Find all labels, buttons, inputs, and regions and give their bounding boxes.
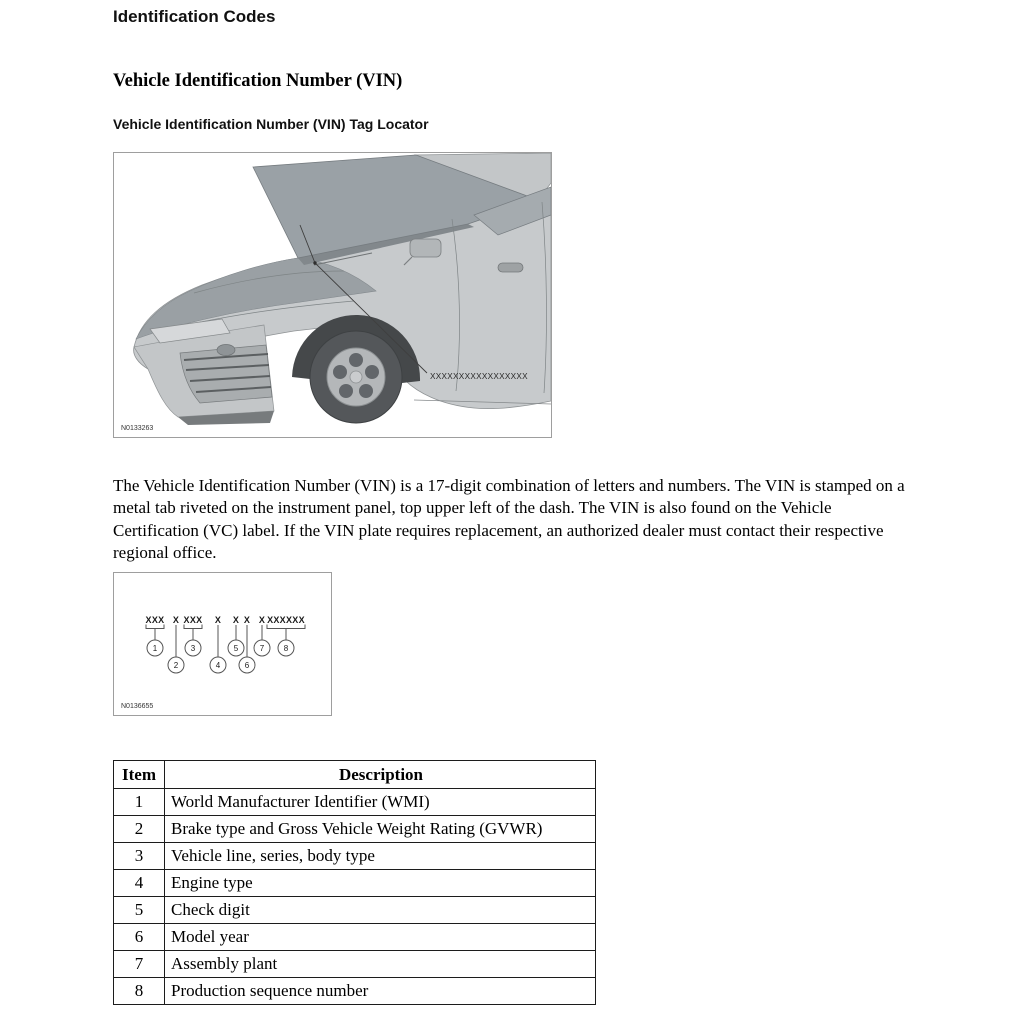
description-cell: Engine type bbox=[165, 870, 596, 897]
table-row bbox=[114, 951, 596, 978]
description-cell: World Manufacturer Identifier (WMI) bbox=[165, 789, 596, 816]
item-cell: 2 bbox=[114, 816, 165, 843]
table-row bbox=[114, 978, 596, 1005]
vin-location-dot bbox=[313, 261, 316, 264]
figure-id: N0133263 bbox=[121, 425, 154, 432]
item-cell: 8 bbox=[114, 978, 165, 1005]
side-mirror bbox=[410, 239, 441, 257]
table-row bbox=[114, 789, 596, 816]
vin-table-body bbox=[114, 789, 596, 1005]
vin-group-8 bbox=[267, 615, 305, 656]
item-cell: 4 bbox=[114, 870, 165, 897]
section-heading: Vehicle Identification Number (VIN) bbox=[113, 71, 403, 91]
table-row bbox=[114, 870, 596, 897]
description-cell: Assembly plant bbox=[165, 951, 596, 978]
description-cell: Check digit bbox=[165, 897, 596, 924]
svg-text:XXX: XXX bbox=[183, 615, 203, 625]
svg-text:3: 3 bbox=[190, 644, 196, 653]
item-cell: 6 bbox=[114, 924, 165, 951]
page-title: Identification Codes bbox=[113, 7, 276, 26]
vin-group-5 bbox=[228, 615, 244, 656]
vin-group-2 bbox=[168, 615, 184, 673]
description-cell: Model year bbox=[165, 924, 596, 951]
description-cell: Production sequence number bbox=[165, 978, 596, 1005]
svg-text:X: X bbox=[258, 615, 266, 625]
vin-tag-locator-figure bbox=[113, 152, 552, 438]
figure-caption: Vehicle Identification Number (VIN) Tag Locator bbox=[113, 116, 429, 132]
svg-text:XXX: XXX bbox=[145, 615, 165, 625]
bracket bbox=[267, 625, 305, 629]
bracket bbox=[184, 625, 202, 629]
vehicle-illustration bbox=[114, 153, 551, 437]
item-column-header: Item bbox=[114, 761, 165, 789]
vin-group-3 bbox=[184, 615, 203, 656]
vin-callout-label: XXXXXXXXXXXXXXXXX bbox=[430, 372, 528, 381]
svg-text:X: X bbox=[172, 615, 180, 625]
description-cell: Vehicle line, series, body type bbox=[165, 843, 596, 870]
door-handle bbox=[498, 263, 523, 272]
description-column-header: Description bbox=[165, 761, 596, 789]
svg-text:X: X bbox=[214, 615, 222, 625]
bracket bbox=[146, 625, 164, 629]
vin-group-1 bbox=[146, 615, 165, 656]
svg-text:2: 2 bbox=[173, 661, 179, 670]
svg-text:1: 1 bbox=[152, 644, 158, 653]
svg-text:X: X bbox=[232, 615, 240, 625]
item-cell: 1 bbox=[114, 789, 165, 816]
item-cell: 5 bbox=[114, 897, 165, 924]
svg-text:6: 6 bbox=[244, 661, 250, 670]
table-row bbox=[114, 816, 596, 843]
svg-text:7: 7 bbox=[259, 644, 265, 653]
item-cell: 3 bbox=[114, 843, 165, 870]
item-cell: 7 bbox=[114, 951, 165, 978]
vin-structure-diagram bbox=[114, 573, 331, 715]
svg-text:XXXXXX: XXXXXX bbox=[267, 615, 305, 625]
table-row bbox=[114, 843, 596, 870]
wheel-hub bbox=[350, 371, 362, 383]
figure-id: N0136655 bbox=[121, 703, 154, 710]
svg-text:X: X bbox=[243, 615, 251, 625]
svg-text:5: 5 bbox=[233, 644, 239, 653]
description-cell: Brake type and Gross Vehicle Weight Rating (GVWR) bbox=[165, 816, 596, 843]
svg-text:4: 4 bbox=[215, 661, 221, 670]
table-row bbox=[114, 897, 596, 924]
table-header-row bbox=[114, 761, 596, 789]
vin-structure-figure bbox=[113, 572, 332, 716]
svg-text:8: 8 bbox=[283, 644, 289, 653]
vin-description-table bbox=[113, 760, 596, 1005]
vin-paragraph: The Vehicle Identification Number (VIN) is a 17-digit combination of letters and numbers. The VIN is stamped on a metal tab riveted on the instrument panel, top upper left of the dash. The VIN is also found on the Vehicle Certification (VC) label. If the VIN plate requires replacement, an authorized dealer must contact their respective regional office. bbox=[113, 476, 905, 563]
table-row bbox=[114, 924, 596, 951]
vin-group-4 bbox=[210, 615, 226, 673]
brand-badge bbox=[217, 345, 235, 356]
